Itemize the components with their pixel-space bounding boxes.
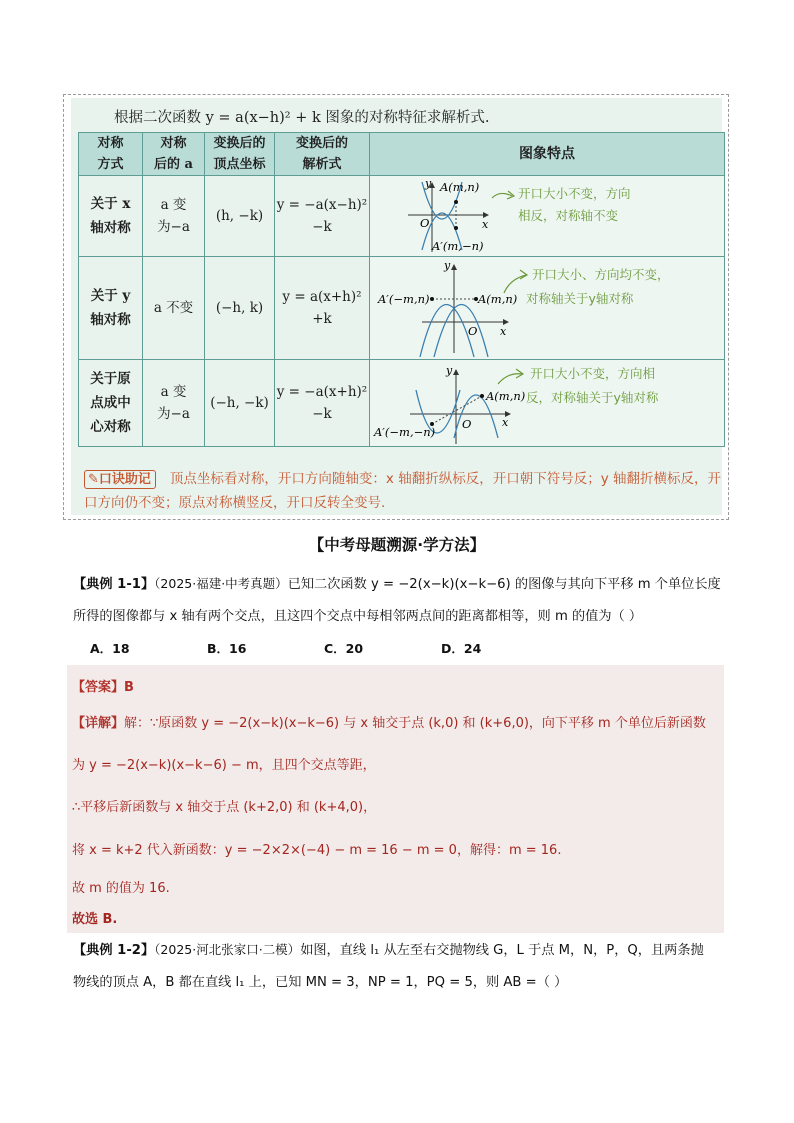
answer-label: 【答案】 — [72, 680, 125, 695]
header-text: 图象特点 — [519, 145, 575, 162]
arrow-icon — [492, 193, 512, 198]
option-d[interactable]: D．24 — [441, 641, 482, 656]
detail-line: 为 y = −2(x−k)(x−k−6) − m，且四个交点等距， — [72, 758, 376, 773]
graph-cell — [370, 176, 725, 257]
header-text: 对称 后的 a — [154, 136, 193, 172]
question-line: 物线的顶点 A，B 都在直线 l₁ 上，已知 MN = 3，NP = 1，PQ = 5，则 AB =（ ） — [73, 975, 568, 990]
detail-label: 【详解】 — [72, 716, 125, 731]
pencil-icon: ✎ — [88, 472, 99, 487]
example-label: 【典例 1-1】 — [73, 577, 155, 592]
formula-text: y = −a(x−h)² −k — [276, 197, 368, 235]
mnemonic-box — [84, 467, 724, 515]
section-title: 【中考母题溯源·学方法】 — [308, 536, 486, 554]
a-text: a 不变 — [153, 300, 194, 316]
vertex-text: (−h, k) — [215, 300, 264, 316]
table-row — [79, 257, 725, 360]
detail-line: 将 x = k+2 代入新函数：y = −2×2×(−4) − m = 16 − m = 0，解得：m = 16. — [72, 843, 562, 858]
table-header-row — [79, 133, 725, 176]
vertex-cell — [205, 257, 275, 360]
point-a — [454, 200, 458, 204]
detail-line — [72, 712, 706, 731]
a-cell — [143, 176, 205, 257]
header-method — [79, 133, 143, 176]
figure-title: 根据二次函数 y = a(x−h)² + k 图象的对称特征求解析式. — [114, 110, 490, 126]
vertex-cell — [205, 360, 275, 447]
label-a-prime: A′(−m,−n) — [374, 425, 436, 439]
a-text: a 变 为−a — [157, 384, 190, 422]
graph-y-symmetry — [370, 257, 725, 359]
header-a — [143, 133, 205, 176]
graph-cell — [370, 360, 725, 447]
method-text: 关于原 点成中 心对称 — [90, 371, 131, 435]
answer-value: B — [124, 680, 134, 695]
formula-cell — [275, 360, 370, 447]
detail-line: 故选 B. — [72, 912, 118, 927]
example-2-question — [73, 940, 733, 993]
detail-text: 解：∵原函数 y = −2(x−k)(x−k−6) 与 x 轴交于点 (k,0) 和 (k+6,0)，向下平移 m 个单位后新函数 — [124, 716, 706, 731]
parabola-left — [420, 305, 474, 358]
handwritten-note — [526, 366, 659, 405]
label-origin: O — [462, 417, 472, 431]
option-a[interactable]: A．18 — [90, 641, 130, 656]
question-text: 已知二次函数 y = −2(x−k)(x−k−6) 的图像与其向下平移 m 个单位长度 — [287, 577, 721, 592]
method-text: 关于 x 轴对称 — [90, 196, 131, 236]
point-a-prime — [454, 226, 458, 230]
question-line — [73, 940, 733, 961]
option-c[interactable]: C．20 — [324, 641, 364, 656]
label-origin: O — [468, 324, 478, 338]
point-a — [480, 394, 484, 398]
label-a: A(m,n) — [486, 389, 526, 403]
label-y: y — [446, 364, 453, 377]
header-text: 变换后的 解析式 — [295, 136, 348, 172]
note-line: 反，对称轴关于y轴对称 — [526, 390, 659, 405]
header-vertex — [205, 133, 275, 176]
header-text: 变换后的 顶点坐标 — [213, 136, 266, 172]
method-cell — [79, 176, 143, 257]
header-text: 对称 方式 — [97, 136, 124, 172]
label-a-prime: A′(−m,n) — [378, 292, 430, 306]
detail-line: 故 m 的值为 16. — [72, 881, 170, 896]
note-line: 开口大小不变，方向相 — [530, 366, 656, 381]
arrow-head-icon — [520, 270, 527, 279]
example-source: （2025·福建·中考真题） — [154, 576, 288, 591]
header-graph — [370, 133, 725, 176]
option-b[interactable]: B．16 — [207, 641, 247, 656]
method-cell — [79, 360, 143, 447]
detail-line: ∴平移后新函数与 x 轴交于点 (k+2,0) 和 (k+4,0)， — [72, 800, 377, 815]
question-line: 所得的图像都与 x 轴有两个交点，且这四个交点中每相邻两点间的距离都相等，则 m 的值为（ ） — [73, 609, 643, 624]
figure-panel — [71, 98, 722, 515]
mnemonic-label-text: 口诀助记 — [98, 472, 151, 487]
example-source: （2025·河北张家口·二模） — [154, 942, 301, 957]
note-line: 相反，对称轴不变 — [518, 208, 619, 223]
question-line — [73, 574, 733, 595]
parabola-right — [434, 305, 488, 358]
a-text: a 变 为−a — [157, 197, 190, 235]
label-x: x — [502, 416, 509, 429]
method-text: 关于 y 轴对称 — [90, 288, 131, 328]
point-a-prime — [430, 297, 434, 301]
mnemonic-label — [84, 470, 156, 489]
label-origin: O — [420, 216, 430, 230]
vertex-cell — [205, 176, 275, 257]
graph-cell — [370, 257, 725, 360]
table-row — [79, 176, 725, 257]
formula-text: y = a(x+h)² +k — [282, 289, 362, 327]
label-x: x — [482, 218, 489, 231]
header-formula — [275, 133, 370, 176]
label-y: y — [444, 259, 451, 272]
question-text: 如图，直线 l₁ 从左至右交抛物线 G，L 于点 M，N，P，Q，且两条抛 — [300, 943, 704, 958]
formula-cell — [275, 257, 370, 360]
label-x: x — [500, 325, 507, 338]
label-a: A(m,n) — [440, 180, 480, 194]
note-line: 对称轴关于y轴对称 — [526, 291, 634, 306]
handwritten-note — [526, 267, 674, 306]
label-a: A(m,n) — [478, 292, 518, 306]
graph-x-symmetry — [370, 176, 725, 256]
formula-text: y = −a(x+h)² −k — [276, 384, 368, 422]
note-line: 开口大小不变，方向 — [518, 186, 631, 201]
label-y: y — [425, 177, 432, 190]
method-cell — [79, 257, 143, 360]
arrow-icon — [498, 374, 522, 384]
note-line: 开口大小、方向均不变， — [532, 267, 670, 282]
a-cell — [143, 257, 205, 360]
symmetry-table — [78, 132, 725, 447]
label-a-prime: A′(m,−n) — [432, 239, 484, 253]
options-row — [73, 639, 733, 660]
example-label: 【典例 1-2】 — [73, 943, 155, 958]
handwritten-note — [518, 186, 635, 223]
answer-line — [72, 676, 134, 695]
textbook-figure — [63, 94, 729, 520]
vertex-text: (h, −k) — [215, 208, 264, 224]
example-1-question — [73, 574, 733, 660]
graph-origin-symmetry — [370, 360, 725, 446]
mnemonic-text: 顶点坐标看对称，开口方向随轴变：x 轴翻折纵标反，开口朝下符号反；y 轴翻折横标反，开口方向仍不变；原点对称横竖反，开口反转全变号. — [84, 471, 721, 511]
formula-cell — [275, 176, 370, 257]
vertex-text: (−h, −k) — [210, 395, 269, 411]
a-cell — [143, 360, 205, 447]
table-row — [79, 360, 725, 447]
answer-block — [67, 665, 724, 933]
